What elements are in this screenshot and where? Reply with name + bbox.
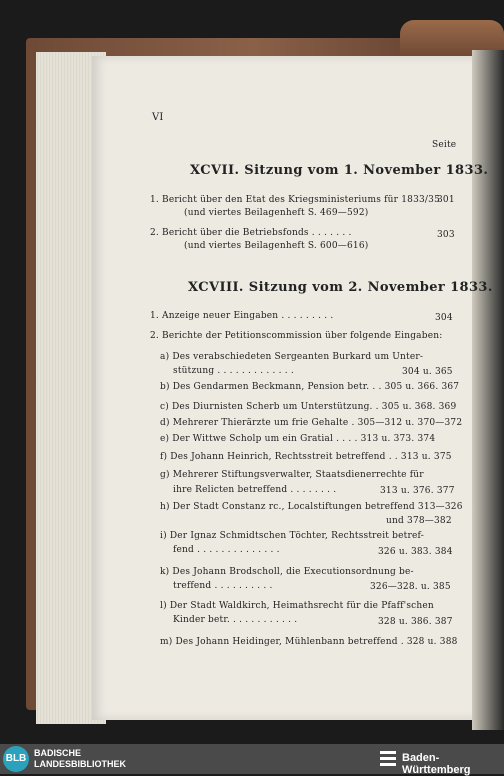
subentry-line: c) Des Diurnisten Scherb um Unterstützung. . 305 u. 368. 369 [160, 402, 457, 412]
subentry-line: i) Der Ignaz Schmidtschen Töchter, Rechtsstreit betref- [160, 531, 424, 541]
entry-line: 2. Bericht über die Betriebsfonds . . . . . . . [150, 228, 352, 238]
entry-line: 1. Anzeige neuer Eingaben . . . . . . . . . [150, 311, 334, 321]
subentry-line: h) Der Stadt Constanz rc., Localstiftungen betreffend 313—326 [160, 502, 463, 512]
section-title-xcvii: XCVII. Sitzung vom 1. November 1833. [190, 163, 489, 178]
subentry-line: e) Der Wittwe Scholp um ein Gratial . . . . 313 u. 373. 374 [160, 434, 436, 444]
entry-page: 304 [435, 313, 453, 323]
subentry-page: 313 u. 376. 377 [380, 486, 455, 496]
subentry-line-2: fend . . . . . . . . . . . . . . [173, 545, 280, 555]
library-name-line1: BADISCHE [34, 748, 82, 758]
entry-page: 301 [437, 195, 455, 205]
seite-label: Seite [432, 140, 457, 150]
partner-name[interactable]: Baden-Württemberg [402, 752, 471, 776]
subentry-line: d) Mehrerer Thierärzte um frie Gehalte . 305—312 u. 370—372 [160, 418, 463, 428]
page-number: VI [152, 112, 164, 123]
subentry-line: a) Des verabschiedeten Sergeanten Burkard um Unter- [160, 352, 424, 362]
section-title-xcviii: XCVIII. Sitzung vom 2. November 1833. [188, 280, 493, 295]
footer-bar [0, 744, 504, 774]
subentry-line-2: ihre Relicten betreffend . . . . . . . . [173, 485, 337, 495]
entry-line: 2. Berichte der Petitionscommission über folgende Eingaben: [150, 331, 443, 341]
subentry-page: 328 u. 386. 387 [378, 617, 453, 627]
subentry-page: 326 u. 383. 384 [378, 547, 453, 557]
entry-line-2: (und viertes Beilagenheft S. 469—592) [184, 208, 369, 218]
subentry-line: k) Des Johann Brodscholl, die Executionsordnung be- [160, 567, 414, 577]
subentry-line-2: treffend . . . . . . . . . . [173, 581, 273, 591]
subentry-line: l) Der Stadt Waldkirch, Heimathsrecht für die Pfaff'schen [160, 601, 434, 611]
subentry-line: f) Des Johann Heinrich, Rechtsstreit betreffend . . 313 u. 375 [160, 452, 452, 462]
subentry-line: g) Mehrerer Stiftungsverwalter, Staatsdienerrechte für [160, 470, 424, 480]
subentry-line: m) Des Johann Heidinger, Mühlenbann betreffend . 328 u. 388 [160, 637, 458, 647]
subentry-line-2: Kinder betr. . . . . . . . . . . . [173, 615, 298, 625]
subentry-line-2: und 378—382 [386, 516, 452, 526]
page-gutter-shadow [472, 50, 504, 730]
subentry-page: 326—328. u. 385 [370, 582, 451, 592]
blb-logo[interactable]: BLB [3, 746, 29, 772]
subentry-line: b) Des Gendarmen Beckmann, Pension betr. . . 305 u. 366. 367 [160, 382, 460, 392]
library-name-line2: LANDESBIBLIOTHEK [34, 759, 126, 769]
subentry-line-2: stützung . . . . . . . . . . . . . [173, 366, 294, 376]
subentry-page: 304 u. 365 [402, 367, 453, 377]
coat-of-arms-icon [378, 749, 398, 769]
library-name[interactable] [34, 748, 126, 770]
entry-page: 303 [437, 230, 455, 240]
entry-line-2: (und viertes Beilagenheft S. 600—616) [184, 241, 369, 251]
entry-line: 1. Bericht über den Etat des Kriegsministeriums für 1833/35 [150, 195, 440, 205]
